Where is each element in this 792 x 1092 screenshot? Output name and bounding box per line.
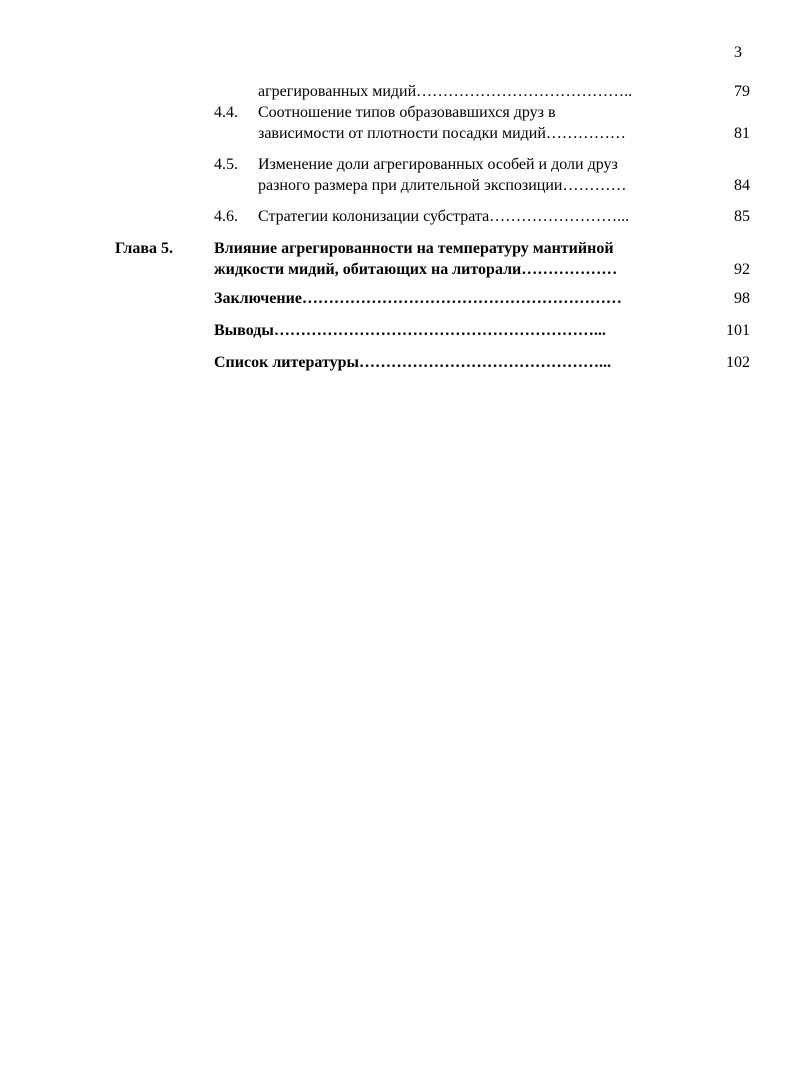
toc-number: 4.4. — [214, 104, 238, 121]
toc-line: Соотношение типов образовавшихся друз в — [258, 104, 556, 121]
toc-number: Глава 5. — [115, 240, 173, 257]
toc-page: 98 — [734, 290, 750, 307]
toc-line: разного размера при длительной экспозиции………… — [258, 177, 627, 194]
toc-line: агрегированных мидий………………………………….. — [258, 83, 633, 100]
toc-line: Изменение доли агрегированных особей и доли друз — [258, 156, 618, 173]
toc-line: зависимости от плотности посадки мидий…………… — [258, 125, 626, 142]
toc-line: жидкости мидий, обитающих на литорали……………… — [214, 261, 618, 278]
toc-line: Список литературы………………………………………... — [214, 354, 611, 371]
toc-line: Заключение…………………………………………………… — [214, 290, 622, 307]
toc-line: Выводы……………………………………………………... — [214, 322, 606, 339]
toc-page: 92 — [734, 261, 750, 278]
toc-line: Стратегии колонизации субстрата……………………... — [258, 208, 630, 225]
page-number: 3 — [734, 44, 742, 61]
toc-page: 85 — [734, 208, 750, 225]
toc-page: 79 — [734, 83, 750, 100]
toc-page: 102 — [726, 354, 750, 371]
toc-number: 4.5. — [214, 156, 238, 173]
toc-number: 4.6. — [214, 208, 238, 225]
toc-page: 84 — [734, 177, 750, 194]
toc-line: Влияние агрегированности на температуру мантийной — [214, 240, 614, 257]
toc-page: 81 — [734, 125, 750, 142]
toc-page: 101 — [726, 322, 750, 339]
